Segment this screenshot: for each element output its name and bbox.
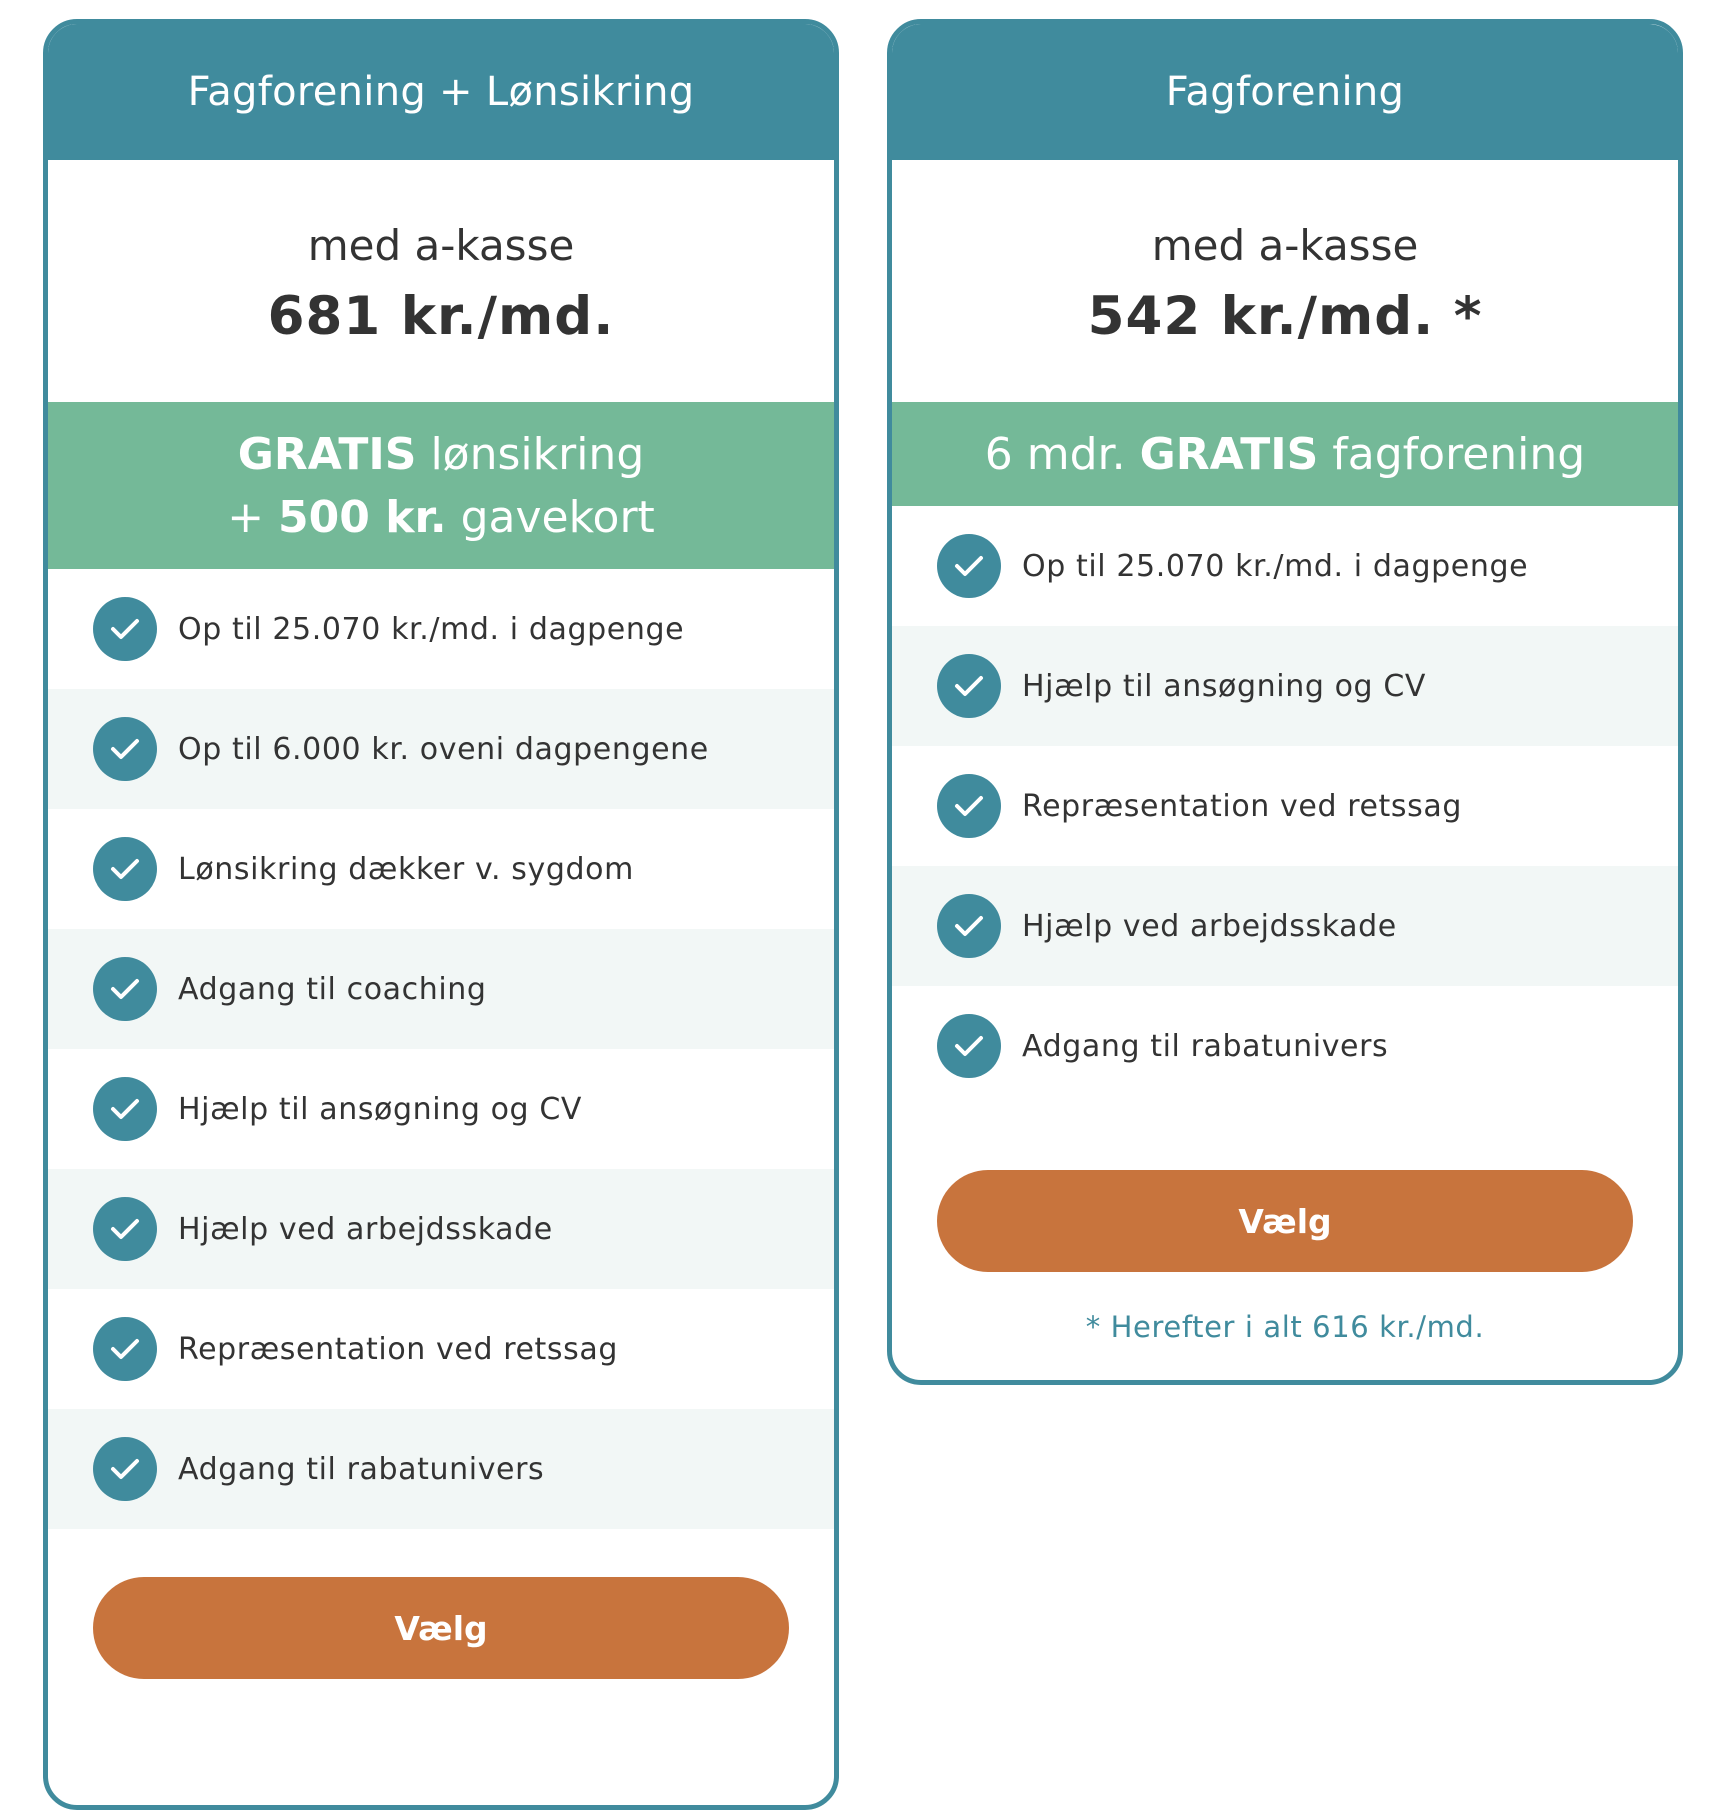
choose-button[interactable]: Vælg bbox=[93, 1577, 789, 1679]
feature-label: Op til 6.000 kr. oveni dagpengene bbox=[178, 731, 709, 767]
price-amount: 542 kr./md. * bbox=[1087, 286, 1483, 347]
plan-title: Fagforening + Lønsikring bbox=[48, 24, 834, 160]
feature-item bbox=[48, 1049, 834, 1169]
check-circle-icon bbox=[93, 1317, 157, 1381]
feature-item bbox=[48, 1169, 834, 1289]
price-subtitle: med a-kasse bbox=[307, 221, 575, 270]
check-circle-icon bbox=[937, 894, 1001, 958]
feature-item bbox=[48, 689, 834, 809]
promo-prefix: + bbox=[227, 491, 279, 543]
plan-title: Fagforening bbox=[892, 24, 1678, 160]
price-block bbox=[48, 160, 834, 402]
button-wrapper bbox=[48, 1577, 834, 1679]
feature-label: Hjælp til ansøgning og CV bbox=[178, 1091, 583, 1127]
price-subtitle: med a-kasse bbox=[1151, 221, 1419, 270]
check-circle-icon bbox=[937, 534, 1001, 598]
feature-list bbox=[48, 569, 834, 1529]
promo-text: fagforening bbox=[1318, 428, 1586, 480]
plan-card-fagforening bbox=[887, 19, 1683, 1385]
feature-item bbox=[892, 746, 1678, 866]
plan-card-fagforening-lonsikring bbox=[43, 19, 839, 1810]
choose-button[interactable]: Vælg bbox=[937, 1170, 1633, 1272]
promo-bold-gratis: GRATIS bbox=[237, 428, 417, 480]
feature-label: Repræsentation ved retssag bbox=[178, 1331, 619, 1367]
check-circle-icon bbox=[93, 1077, 157, 1141]
feature-item bbox=[48, 1289, 834, 1409]
promo-prefix: 6 mdr. bbox=[984, 428, 1140, 480]
feature-item bbox=[48, 1409, 834, 1529]
feature-item bbox=[48, 809, 834, 929]
promo-line bbox=[985, 423, 1585, 486]
feature-label: Adgang til rabatunivers bbox=[1022, 1028, 1389, 1064]
check-circle-icon bbox=[93, 837, 157, 901]
feature-item bbox=[48, 929, 834, 1049]
price-footnote: * Herefter i alt 616 kr./md. bbox=[1085, 1310, 1485, 1344]
promo-banner bbox=[48, 402, 834, 569]
feature-label: Adgang til coaching bbox=[178, 971, 487, 1007]
check-circle-icon bbox=[937, 1014, 1001, 1078]
feature-item bbox=[892, 986, 1678, 1106]
promo-text: gavekort bbox=[446, 491, 655, 543]
feature-label: Hjælp ved arbejdsskade bbox=[1022, 908, 1397, 944]
feature-label: Op til 25.070 kr./md. i dagpenge bbox=[1022, 548, 1529, 584]
feature-label: Repræsentation ved retssag bbox=[1022, 788, 1463, 824]
check-circle-icon bbox=[93, 717, 157, 781]
feature-item bbox=[892, 866, 1678, 986]
feature-label: Adgang til rabatunivers bbox=[178, 1451, 545, 1487]
promo-line-1 bbox=[238, 423, 645, 486]
check-circle-icon bbox=[93, 1197, 157, 1261]
feature-label: Hjælp til ansøgning og CV bbox=[1022, 668, 1427, 704]
feature-label: Lønsikring dækker v. sygdom bbox=[178, 851, 634, 887]
price-amount: 681 kr./md. bbox=[267, 286, 615, 347]
feature-label: Op til 25.070 kr./md. i dagpenge bbox=[178, 611, 685, 647]
check-circle-icon bbox=[93, 597, 157, 661]
promo-text: lønsikring bbox=[416, 428, 645, 480]
button-wrapper bbox=[892, 1170, 1678, 1272]
check-circle-icon bbox=[937, 654, 1001, 718]
price-block bbox=[892, 160, 1678, 402]
feature-item bbox=[892, 626, 1678, 746]
feature-label: Hjælp ved arbejdsskade bbox=[178, 1211, 553, 1247]
promo-banner bbox=[892, 402, 1678, 506]
feature-list bbox=[892, 506, 1678, 1106]
check-circle-icon bbox=[937, 774, 1001, 838]
feature-item bbox=[892, 506, 1678, 626]
promo-bold-amount: 500 kr. bbox=[278, 491, 447, 543]
check-circle-icon bbox=[93, 1437, 157, 1501]
promo-bold-gratis: GRATIS bbox=[1139, 428, 1319, 480]
check-circle-icon bbox=[93, 957, 157, 1021]
feature-item bbox=[48, 569, 834, 689]
promo-line-2 bbox=[227, 486, 655, 549]
